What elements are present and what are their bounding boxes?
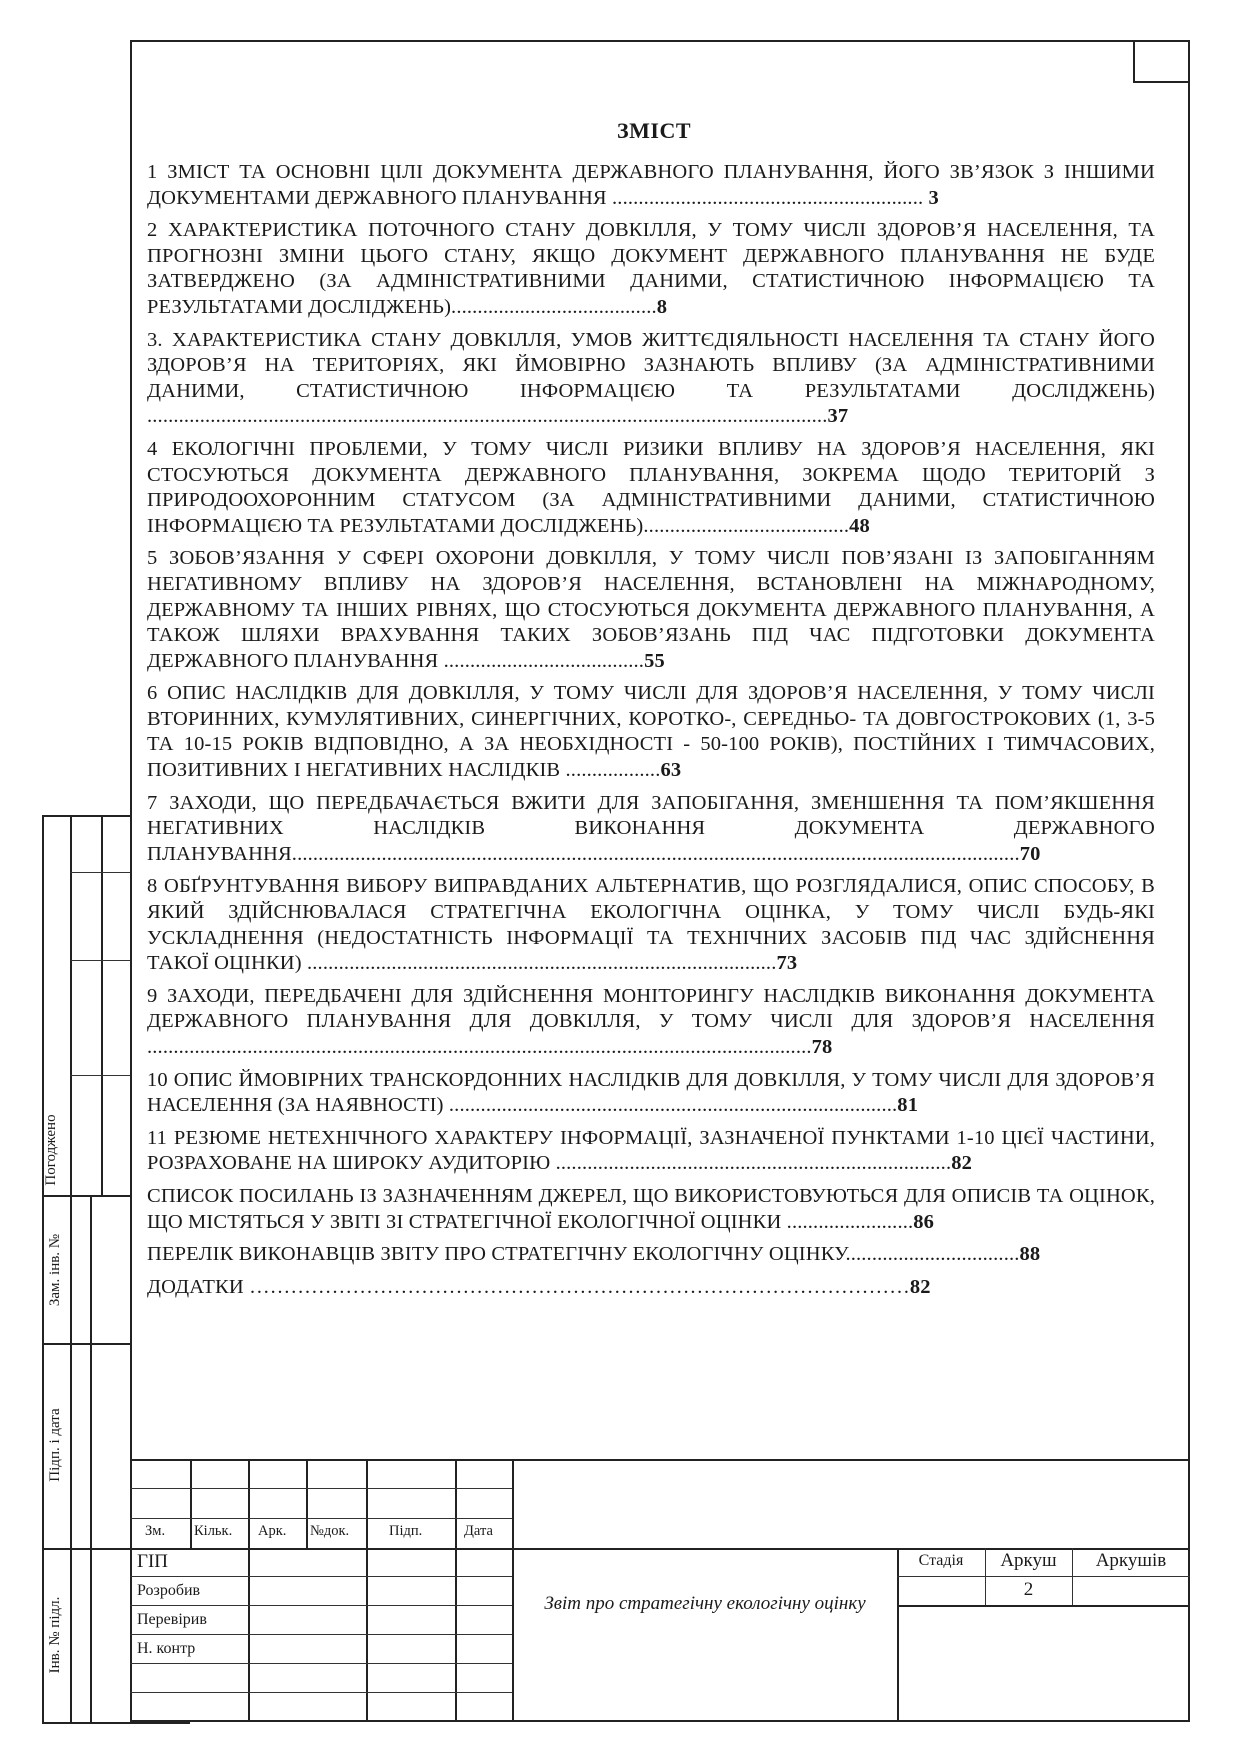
col-header-change: Зм. [145, 1523, 166, 1539]
toc-entry-text: 6 ОПИС НАСЛІДКІВ ДЛЯ ДОВКІЛЛЯ, У ТОМУ ЧИСЛІ ДЛЯ ЗДОРОВ’Я НАСЕЛЕННЯ, У ТОМУ ЧИСЛІ ВТОРИННИХ, КУМУЛЯТИВНИХ, СИНЕРГІЧНИХ, КОРОТКО-, СЕРЕДНЬО- ТА ДОВГОСТРОКОВИХ (1, 3-5 ТА 10-15 РОКІВ ВІДПОВІДНО, А ЗА НЕОБХІДНОСТІ - 50-100 РОКІВ), ПОСТІЙНИХ І ТИМЧАСОВИХ, ПОЗИТИВНИХ І НЕГАТИВНИХ НАСЛІДКІВ .................. [147, 682, 1155, 782]
toc-entry [147, 1275, 1155, 1301]
toc-entry-text: 11 РЕЗЮМЕ НЕТЕХНІЧНОГО ХАРАКТЕРУ ІНФОРМАЦІЇ, ЗАЗНАЧЕНОЇ ПУНКТАМИ 1-10 ЦІЄЇ ЧАСТИНИ, РОЗРАХОВАНЕ НА ШИРОКУ АУДИТОРІЮ ........................................................................... [147, 1126, 1155, 1175]
col-header-sheet: Арк. [258, 1523, 287, 1539]
toc-entry [147, 546, 1155, 674]
agreed-label: Погоджено [43, 1114, 59, 1186]
toc-entry-page: 86 [913, 1210, 935, 1233]
stage-label: Стадія [918, 1552, 964, 1569]
toc-entry-page: 82 [909, 1275, 931, 1298]
toc-entry-page: 55 [644, 649, 665, 672]
toc-entry [147, 1242, 1155, 1268]
toc-entry [147, 218, 1155, 320]
toc-entry-text: 3. ХАРАКТЕРИСТИКА СТАНУ ДОВКІЛЛЯ, УМОВ ЖИТТЄДІЯЛЬНОСТІ НАСЕЛЕННЯ ТА СТАНУ ЙОГО ЗДОРОВ’Я НА ТЕРИТОРІЯХ, ЯКІ ЙМОВІРНО ЗАЗНАЮТЬ ВПЛИВУ (ЗА АДМІНІСТРАТИВНИМИ ДАНИМИ, СТАТИСТИЧНОЮ ІНФОРМАЦІЄЮ ТА РЕЗУЛЬТАТАМИ ДОСЛІДЖЕНЬ) ................................................................................................................................. [147, 328, 1155, 428]
replace-inv-label: Зам. інв. № [47, 1233, 63, 1307]
toc-entry-page: 8 [656, 295, 668, 318]
toc-entry-page: 73 [776, 952, 798, 975]
toc-entry-page: 82 [951, 1152, 973, 1175]
toc-entry-page: 3 [928, 186, 939, 209]
toc-entry-text: 2 ХАРАКТЕРИСТИКА ПОТОЧНОГО СТАНУ ДОВКІЛЛЯ, У ТОМУ ЧИСЛІ ЗДОРОВ’Я НАСЕЛЕННЯ, ТА ПРОГНОЗНІ ЗМІНИ ЦЬОГО СТАНУ, ЯКЩО ДОКУМЕНТ ДЕРЖАВНОГО ПЛАНУВАННЯ НЕ БУДЕ ЗАТВЕРДЖЕНО (ЗА АДМІНІСТРАТИВНИМИ ДАНИМИ, СТАТИСТИЧНОЮ ІНФОРМАЦІЄЮ ТА РЕЗУЛЬТАТАМИ ДОСЛІДЖЕНЬ)....................................... [147, 219, 1155, 318]
role-checked: Перевірив [137, 1611, 207, 1628]
sheet-label: Аркуш [1000, 1550, 1057, 1571]
sheets-label: Аркушів [1095, 1550, 1167, 1571]
role-developed: Розробив [137, 1582, 201, 1599]
toc-entry [147, 1068, 1155, 1119]
toc-entry [147, 874, 1155, 976]
toc-entry-text: СПИСОК ПОСИЛАНЬ ІЗ ЗАЗНАЧЕННЯМ ДЖЕРЕЛ, ЩО ВИКОРИСТОВУЮТЬСЯ ДЛЯ ОПИСІВ ТА ОЦІНОК, ЩО МІСТЯТЬСЯ У ЗВІТІ ЗІ СТРАТЕГІЧНОЇ ЕКОЛОГІЧНОЇ ОЦІНКИ ........................ [147, 1184, 1155, 1233]
col-header-qty: Кільк. [194, 1523, 233, 1539]
toc-entry-text: 10 ОПИС ЙМОВІРНИХ ТРАНСКОРДОННИХ НАСЛІДКІВ ДЛЯ ДОВКІЛЛЯ, У ТОМУ ЧИСЛІ ДЛЯ ЗДОРОВ’Я НАСЕЛЕННЯ (ЗА НАЯВНОСТІ) ..................................................................................... [147, 1068, 1155, 1117]
toc-entry-text: ДОДАТКИ …………………………………………………………………………………… [147, 1275, 910, 1298]
toc-entry-page: 37 [827, 405, 849, 428]
toc-entry-text: 5 ЗОБОВ’ЯЗАННЯ У СФЕРІ ОХОРОНИ ДОВКІЛЛЯ, У ТОМУ ЧИСЛІ ПОВ’ЯЗАНІ ІЗ ЗАПОБІГАННЯМ НЕГАТИВНОМУ ВПЛИВУ НА ЗДОРОВ’Я НАСЕЛЕННЯ, ВСТАНОВЛЕНІ НА МІЖНАРОДНОМУ, ДЕРЖАВНОМУ ТА ІНШИХ РІВНЯХ, ЩО СТОСУЮТЬСЯ ДОКУМЕНТА ДЕРЖАВНОГО ПЛАНУВАННЯ, А ТАКОЖ ШЛЯХИ ВРАХУВАННЯ ТАКИХ ЗОБОВ’ЯЗАНЬ ПІД ЧАС ПІДГОТОВКИ ДОКУМЕНТА ДЕРЖАВНОГО ПЛАНУВАННЯ ...................................... [147, 547, 1155, 672]
toc-entry-page: 78 [811, 1036, 833, 1058]
corner-box [1133, 40, 1190, 83]
toc-entry-text: 7 ЗАХОДИ, ЩО ПЕРЕДБАЧАЄТЬСЯ ВЖИТИ ДЛЯ ЗАПОБІГАННЯ, ЗМЕНШЕННЯ ТА ПОМ’ЯКШЕННЯ НЕГАТИВНИХ НАСЛІДКІВ ВИКОНАННЯ ДОКУМЕНТА ДЕРЖАВНОГО ПЛАНУВАННЯ.......................................................................................................................................... [147, 791, 1155, 865]
sign-date-label: Підп. і дата [47, 1408, 63, 1482]
col-header-doc: №док. [310, 1523, 350, 1539]
toc-entry [147, 791, 1155, 868]
toc-entry [147, 681, 1155, 783]
toc-entry-page: 48 [849, 514, 870, 537]
toc-entry-text: ПЕРЕЛІК ВИКОНАВЦІВ ЗВІТУ ПРО СТРАТЕГІЧНУ ЕКОЛОГІЧНУ ОЦІНКУ................................. [147, 1243, 1020, 1266]
toc-entry-page: 63 [660, 759, 682, 782]
toc-entry-text: 4 ЕКОЛОГІЧНІ ПРОБЛЕМИ, У ТОМУ ЧИСЛІ РИЗИКИ ВПЛИВУ НА ЗДОРОВ’Я НАСЕЛЕННЯ, ЯКІ СТОСУЮТЬСЯ ДОКУМЕНТА ДЕРЖАВНОГО ПЛАНУВАННЯ, ЗОКРЕМА ЩОДО ТЕРИТОРІЙ З ПРИРОДООХОРОННИМ СТАТУСОМ (ЗА АДМІНІСТРАТИВНИМИ ДАНИМИ, СТАТИСТИЧНОЮ ІНФОРМАЦІЄЮ ТА РЕЗУЛЬТАТАМИ ДОСЛІДЖЕНЬ)....................................... [147, 437, 1155, 537]
col-header-sign: Підп. [389, 1523, 423, 1539]
role-norm-control: Н. контр [137, 1640, 196, 1657]
toc-entry [147, 160, 1155, 211]
toc-entry [147, 984, 1155, 1061]
toc-entry-page: 70 [1019, 842, 1041, 865]
toc-entry-page: 88 [1019, 1243, 1041, 1266]
toc-entry [147, 437, 1155, 539]
sheet-number: 2 [1023, 1579, 1034, 1600]
col-header-date: Дата [464, 1523, 493, 1539]
toc-entry [147, 328, 1155, 430]
toc-entry [147, 1126, 1155, 1177]
toc-entry-text: 1 ЗМІСТ ТА ОСНОВНІ ЦІЛІ ДОКУМЕНТА ДЕРЖАВНОГО ПЛАНУВАННЯ, ЙОГО ЗВ’ЯЗОК З ІНШИМИ ДОКУМЕНТАМИ ДЕРЖАВНОГО ПЛАНУВАННЯ ........................................................... [147, 161, 1155, 209]
toc-entry [147, 1184, 1155, 1235]
table-of-contents [147, 160, 1155, 1307]
toc-entry-text: 9 ЗАХОДИ, ПЕРЕДБАЧЕНІ ДЛЯ ЗДІЙСНЕННЯ МОНІТОРИНГУ НАСЛІДКІВ ВИКОНАННЯ ДОКУМЕНТА ДЕРЖАВНОГО ПЛАНУВАННЯ ДЛЯ ДОВКІЛЛЯ, У ТОМУ ЧИСЛІ ДЛЯ ЗДОРОВ’Я НАСЕЛЕННЯ .............................................................................................................................. [147, 984, 1155, 1058]
role-chief-engineer: ГІП [137, 1551, 169, 1572]
document-title: Звіт про стратегічну екологічну оцінку [544, 1593, 866, 1614]
toc-entry-page: 81 [897, 1094, 919, 1117]
page-title: ЗМІСТ [617, 118, 691, 143]
inv-orig-label: Інв. № підл. [47, 1596, 63, 1674]
toc-entry-text: 8 ОБҐРУНТУВАННЯ ВИБОРУ ВИПРАВДАНИХ АЛЬТЕРНАТИВ, ЩО РОЗГЛЯДАЛИСЯ, ОПИС СПОСОБУ, В ЯКИЙ ЗДІЙСНЮВАЛАСЯ СТРАТЕГІЧНА ЕКОЛОГІЧНА ОЦІНКА, У ТОМУ ЧИСЛІ БУДЬ-ЯКІ УСКЛАДНЕННЯ (НЕДОСТАТНІСТЬ ІНФОРМАЦІЇ ТА ТЕХНІЧНИХ ЗАСОБІВ ПІД ЧАС ЗДІЙСНЕННЯ ТАКОЇ ОЦІНКИ) ......................................................................................... [147, 875, 1155, 975]
